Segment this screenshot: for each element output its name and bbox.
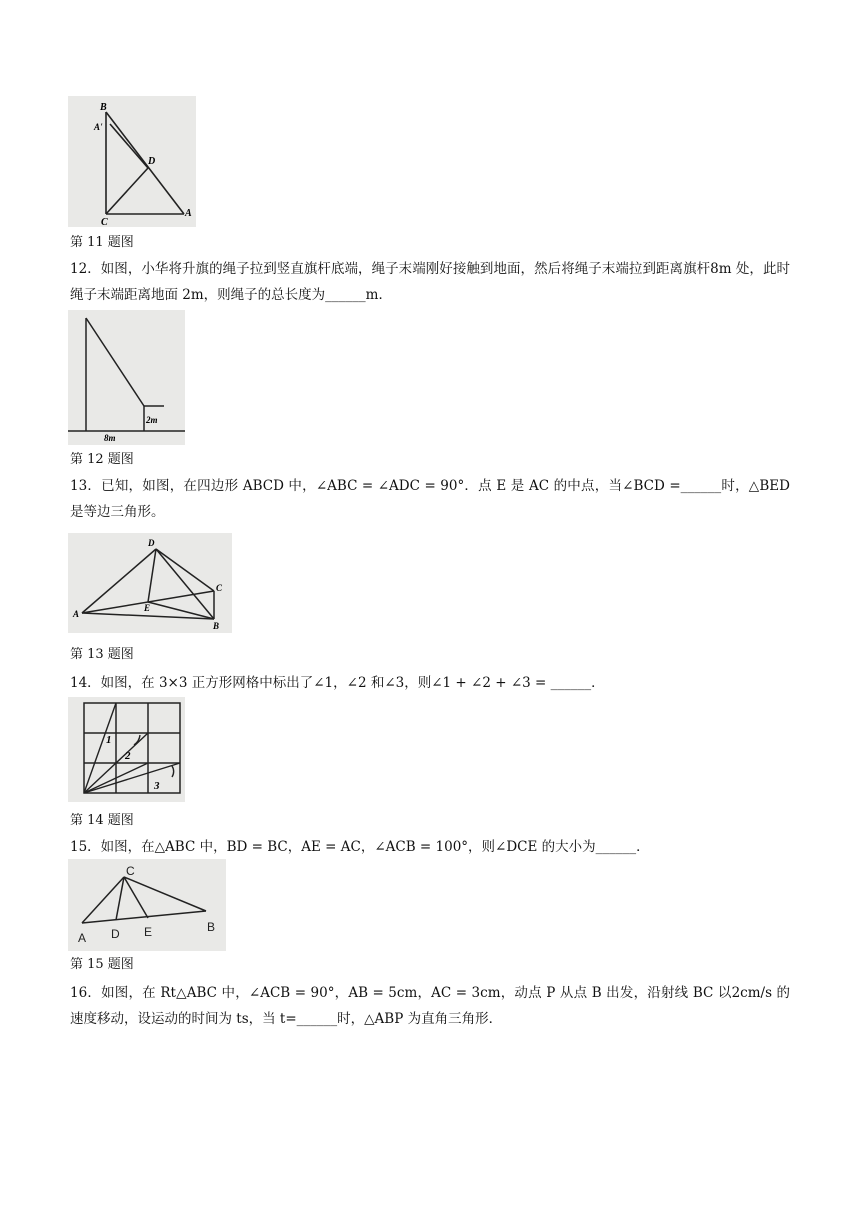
caption-11: 第 11 题图 xyxy=(70,235,134,250)
segment-cb xyxy=(124,877,206,911)
label-d: D xyxy=(148,156,156,167)
label-e: E xyxy=(144,925,153,939)
label-c: C xyxy=(216,583,223,593)
label-c: C xyxy=(126,864,135,878)
segment-ac xyxy=(82,877,124,923)
angle-arc-3 xyxy=(172,766,174,777)
question-16: 16．如图，在 Rt△ABC 中，∠ACB = 90°，AB = 5cm，AC = 3cm，动点 P 从点 B 出发，沿射线 BC 以2cm/s 的速度移动，设运动的时间为 ts，当 t=______时，△ABP 为直角三角形． xyxy=(70,985,790,1027)
label-angle-1: 1 xyxy=(106,734,112,746)
caption-14: 第 14 题图 xyxy=(70,813,134,828)
figure-12-diagram xyxy=(68,310,185,445)
figure-12 xyxy=(68,310,185,445)
rope-ba xyxy=(106,112,184,214)
segment-a-prime-d xyxy=(110,124,148,168)
segment-ce xyxy=(124,877,148,918)
ray-3 xyxy=(84,763,180,793)
label-a: A xyxy=(185,208,192,219)
question-15: 15．如图，在△ABC 中，BD = BC，AE = AC，∠ACB = 100°，则∠DCE 的大小为______． xyxy=(70,839,650,855)
figure-14-diagram xyxy=(68,697,185,802)
label-c: C xyxy=(101,217,108,227)
question-13: 13．已知，如图，在四边形 ABCD 中，∠ABC = ∠ADC = 90°．点 E 是 AC 的中点，当∠BCD =______时，△BED 是等边三角形。 xyxy=(70,478,795,520)
segment-ab xyxy=(82,911,206,923)
figure-15 xyxy=(68,859,226,951)
label-angle-3: 3 xyxy=(154,780,160,792)
caption-15: 第 15 题图 xyxy=(70,957,134,972)
label-height: 2m xyxy=(146,415,158,425)
label-b: B xyxy=(207,920,216,934)
label-a: A xyxy=(73,609,80,619)
label-e: E xyxy=(144,603,151,613)
question-12: 12．如图，小华将升旗的绳子拉到竖直旗杆底端，绳子末端刚好接触到地面，然后将绳子末端拉到距离旗杆8m 处，此时绳子末端距离地面 2m，则绳子的总长度为______m． xyxy=(70,261,790,303)
figure-11 xyxy=(68,96,196,227)
figure-13 xyxy=(68,533,232,633)
label-b: B xyxy=(213,621,220,631)
caption-12: 第 12 题图 xyxy=(70,452,134,467)
figure-11-diagram xyxy=(68,96,196,227)
label-a-prime: A' xyxy=(94,122,103,132)
segment-cd xyxy=(106,168,148,214)
segment-de xyxy=(148,549,156,602)
figure-13-diagram xyxy=(68,533,232,633)
question-14: 14．如图，在 3×3 正方形网格中标出了∠1，∠2 和∠3，则∠1 + ∠2 + ∠3 = ______． xyxy=(70,675,605,691)
figure-14 xyxy=(68,697,185,802)
label-distance: 8m xyxy=(104,433,116,443)
label-b: B xyxy=(100,102,107,113)
label-d: D xyxy=(148,538,155,548)
caption-13: 第 13 题图 xyxy=(70,647,134,662)
label-a: A xyxy=(78,931,87,945)
figure-15-diagram xyxy=(68,859,226,951)
label-angle-2: 2 xyxy=(125,750,131,762)
label-d: D xyxy=(111,927,120,941)
rope-line xyxy=(86,318,144,406)
